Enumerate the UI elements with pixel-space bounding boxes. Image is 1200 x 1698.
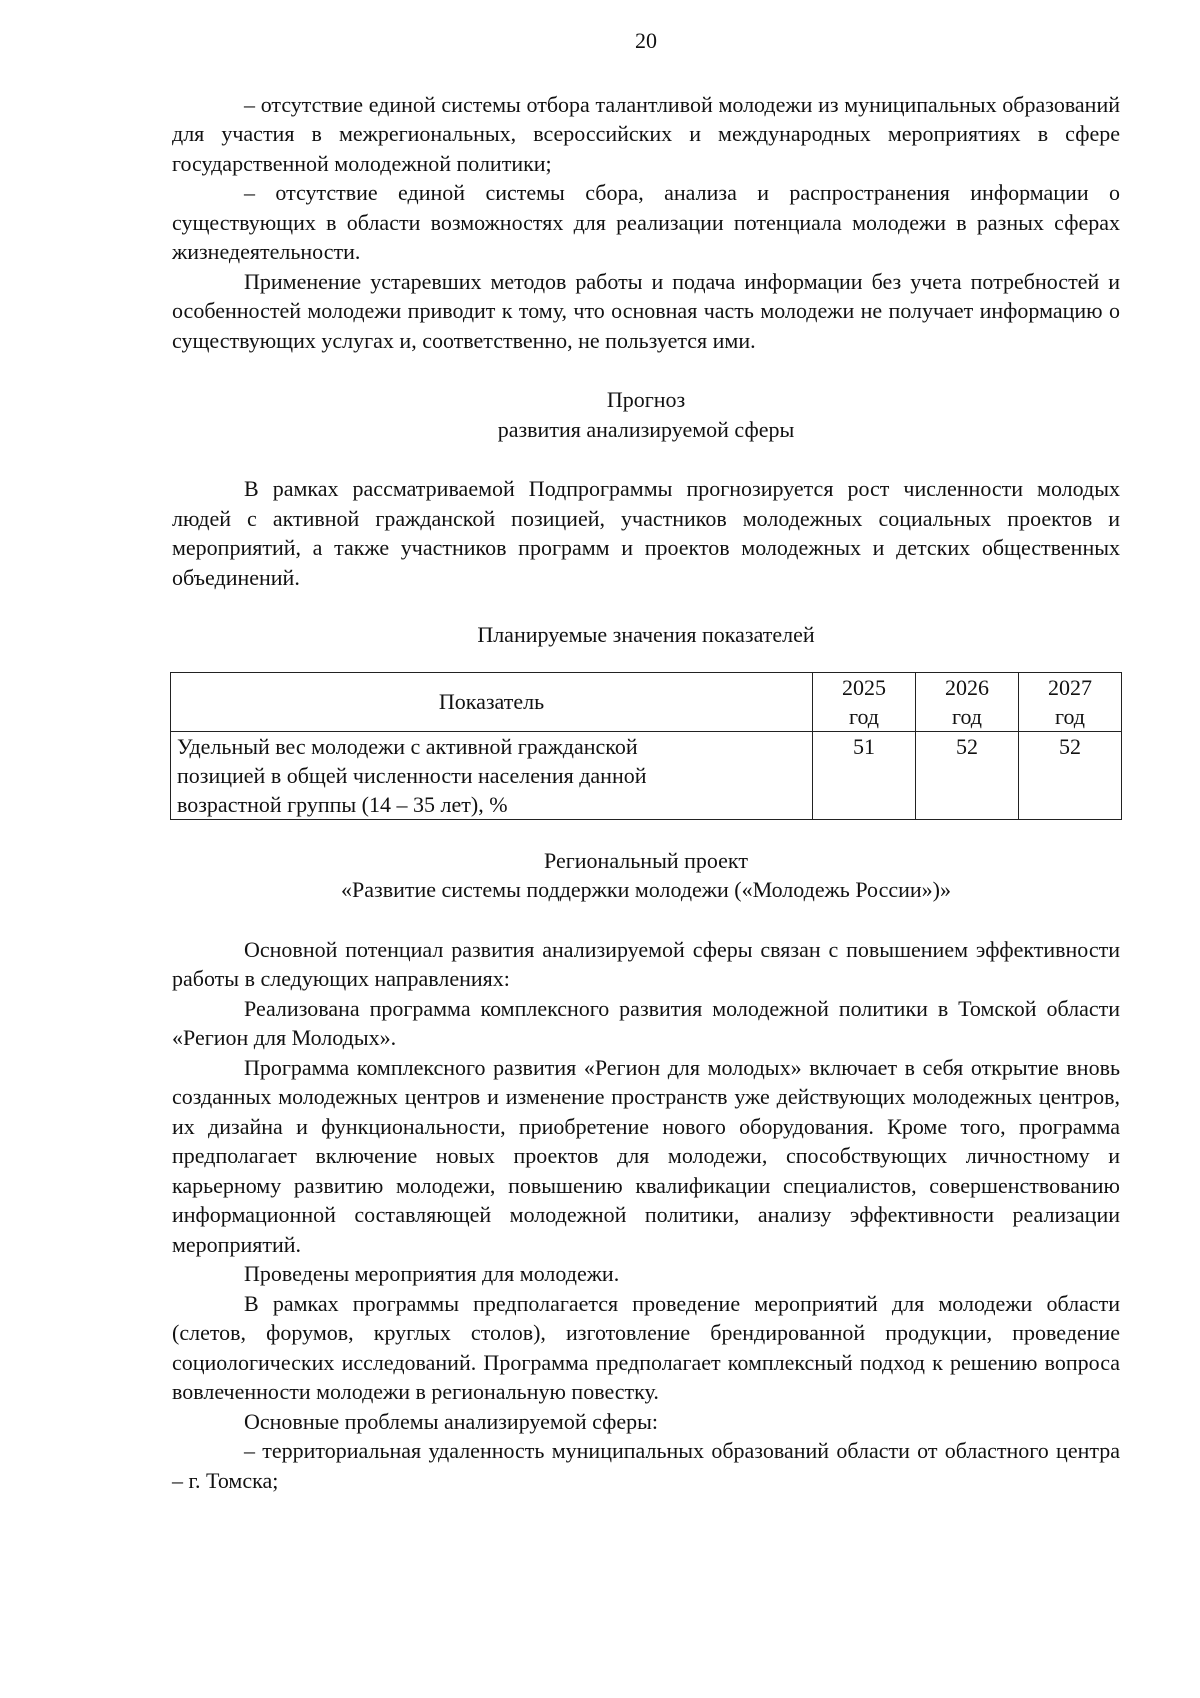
regional-paragraph-2: Реализована программа комплексного развития молодежной политики в Томской области «Регион для Молодых». (172, 995, 1120, 1050)
table-header-year-2026 (916, 672, 1019, 731)
forecast-paragraph: В рамках рассматриваемой Подпрограммы прогнозируется рост численности молодых людей с активной гражданской позицией, участников молодежных социальных проектов и мероприятий, а также участников программ и проектов молодежных и детских общественных объединений. (172, 476, 1120, 590)
regional-paragraph-4: Проведены мероприятия для молодежи. (244, 1261, 620, 1286)
indicators-table (170, 672, 1122, 820)
regional-paragraph-7: – территориальная удаленность муниципальных образований области от областного центра – г. Томска; (172, 1438, 1120, 1493)
value-cell-2025: 51 (813, 731, 916, 819)
table-row (171, 731, 1122, 819)
year-unit: год (848, 703, 880, 729)
regional-paragraph-6: Основные проблемы анализируемой сферы: (244, 1408, 659, 1434)
document-page (172, 26, 1120, 1495)
regional-paragraph-1: Основной потенциал развития анализируемой сферы связан с повышением эффективности работы в следующих направлениях: (172, 936, 1120, 991)
indicators-title: Планируемые значения показателей (477, 622, 815, 647)
year-unit: год (951, 703, 983, 729)
year-unit: год (1054, 703, 1086, 729)
regional-project-heading (172, 846, 1120, 905)
year-label: 2026 (945, 674, 989, 700)
table-header-year-2027 (1019, 672, 1122, 731)
value-cell-2026: 52 (916, 731, 1019, 819)
forecast-heading-line-1: Прогноз (606, 387, 686, 412)
page-number: 20 (635, 28, 657, 53)
regional-project-body (172, 935, 1120, 1496)
intro-paragraph-3: Применение устаревших методов работы и подача информации без учета потребностей и особенностей молодежи приводит к тому, что основная часть молодежи не получает информацию о существующих услугах и, соответственно, не пользуется ими. (172, 268, 1120, 353)
intro-paragraph-1: – отсутствие единой системы отбора талантливой молодежи из муниципальных образований для участия в межрегиональных, всероссийских и международных мероприятиях в сфере государственной молодежной политики; (172, 91, 1120, 176)
forecast-heading-line-2: развития анализируемой сферы (497, 416, 795, 442)
forecast-heading (172, 385, 1120, 444)
indicator-name-cell: Удельный вес молодежи с активной гражданской позицией в общей численности населения данной возрастной группы (14 – 35 лет), % (171, 731, 813, 819)
regional-project-heading-line-1: Региональный проект (544, 847, 748, 873)
regional-paragraph-3: Программа комплексного развития «Регион для молодых» включает в себя открытие вновь созданных молодежных центров и изменение пространств уже действующих молодежных центров, их дизайна и функциональности, приобретение нового оборудования. Кроме того, программа предполагает включение новых проектов для молодежи, способствующих личностному и карьерному развитию молодежи, повышению квалификации специалистов, совершенствованию информационной составляющей молодежной политики, анализу эффективности реализации мероприятий. (172, 1054, 1120, 1257)
intro-paragraph-2: – отсутствие единой системы сбора, анализа и распространения информации о существующих в области возможностях для реализации потенциала молодежи в разных сферах жизнедеятельности. (172, 180, 1120, 264)
regional-paragraph-5: В рамках программы предполагается проведение мероприятий для молодежи области (слетов, форумов, круглых столов), изготовление брендированной продукции, проведение социологических исследований. Программа предполагает комплексный подход к решению вопроса вовлеченности молодежи в региональную повестку. (172, 1290, 1120, 1404)
table-header-indicator: Показатель (171, 672, 813, 731)
value-cell-2027: 52 (1019, 731, 1122, 819)
regional-project-heading-line-2: «Развитие системы поддержки молодежи («Молодежь России»)» (341, 877, 951, 902)
year-label: 2025 (842, 674, 886, 700)
year-label: 2027 (1048, 674, 1092, 700)
table-header-row (171, 672, 1122, 731)
table-header-year-2025 (813, 672, 916, 731)
